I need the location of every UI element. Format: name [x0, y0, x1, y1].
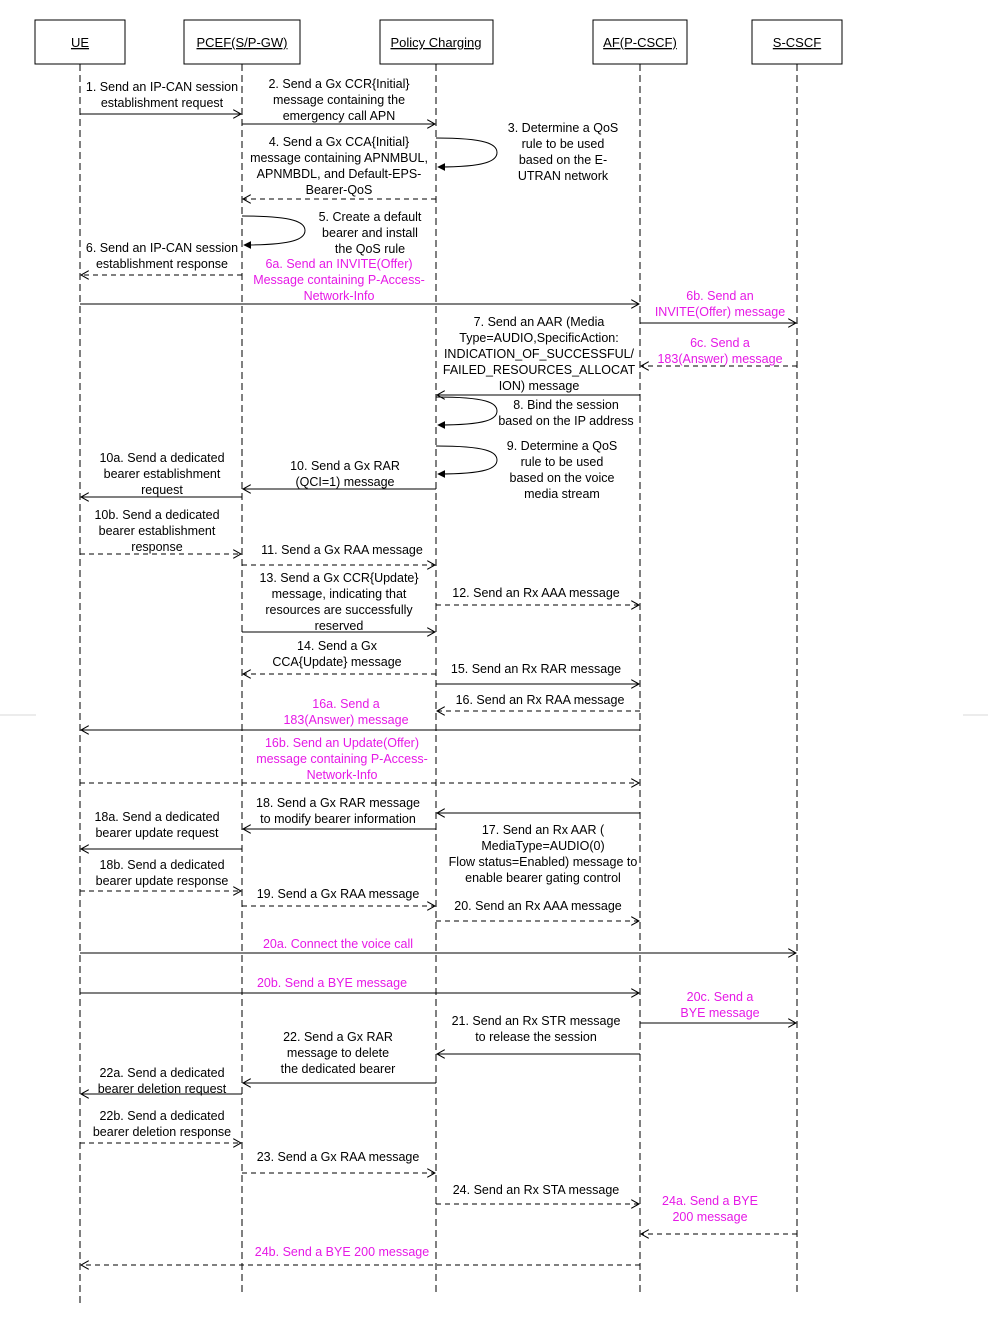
- actor-ue-label: UE: [70, 35, 90, 50]
- label-m18b: [96, 858, 229, 888]
- label-line: 8. Bind the session: [513, 398, 619, 412]
- label-line: 24. Send an Rx STA message: [452, 1183, 620, 1197]
- label-line: resources are successfully: [265, 603, 413, 617]
- label-line: 20b. Send a BYE message: [256, 976, 408, 990]
- label-m3: [508, 121, 618, 183]
- messages-layer: [80, 77, 797, 1265]
- label-line: ION) message: [498, 379, 580, 393]
- label-line: enable bearer gating control: [465, 871, 621, 885]
- label-m22b: [93, 1109, 231, 1139]
- message-m22: [243, 1030, 436, 1083]
- label-line: 18a. Send a dedicated: [94, 810, 220, 824]
- label-m11: [261, 543, 423, 557]
- label-m4: [250, 135, 428, 197]
- label-m8: [498, 398, 633, 428]
- label-line: based on the IP address: [498, 414, 634, 428]
- label-line: 16a. Send a: [312, 697, 380, 711]
- label-line: 3. Determine a QoS: [507, 121, 619, 135]
- message-m7: [437, 315, 640, 395]
- label-line: 2. Send a Gx CCR{Initial}: [268, 77, 410, 91]
- message-m20: [436, 899, 639, 921]
- label-line: 6b. Send an: [686, 289, 754, 303]
- message-m1: [80, 80, 241, 114]
- label-line: 22b. Send a dedicated: [99, 1109, 225, 1123]
- actor-pcef-label: PCEF(S/P-GW): [196, 35, 288, 50]
- label-line: to modify bearer information: [260, 812, 416, 826]
- message-m16: [437, 693, 640, 711]
- label-line: 20. Send an Rx AAA message: [454, 899, 622, 913]
- label-m20a: [263, 937, 413, 951]
- self-arrow-m9: [436, 446, 497, 474]
- message-m6: [81, 241, 242, 275]
- actor-policy-charging: [380, 20, 493, 64]
- message-m11: [242, 543, 435, 565]
- label-line: to release the session: [475, 1030, 597, 1044]
- label-m20: [454, 899, 622, 913]
- label-m13: [259, 571, 418, 633]
- label-line: 19. Send a Gx RAA message: [256, 887, 420, 901]
- label-m22a: [98, 1066, 227, 1096]
- label-m19: [257, 887, 420, 901]
- message-m3: [436, 121, 618, 183]
- label-line: 183(Answer) message: [657, 352, 783, 366]
- message-m23: [242, 1150, 435, 1173]
- label-m5: [319, 210, 422, 256]
- label-line: message containing P-Access-: [256, 752, 428, 766]
- label-line: Message containing P-Access-: [253, 273, 425, 287]
- label-line: 24a. Send a BYE: [662, 1194, 758, 1208]
- label-line: 10. Send a Gx RAR: [290, 459, 400, 473]
- label-line: based on the E-: [518, 153, 608, 167]
- message-m22a: [81, 1066, 242, 1096]
- message-m21: [437, 1014, 640, 1054]
- label-line: bearer update request: [95, 826, 219, 840]
- label-line: 18b. Send a dedicated: [99, 858, 225, 872]
- message-m24b: [81, 1245, 640, 1265]
- label-line: Network-Info: [306, 768, 378, 782]
- label-m10a: [99, 451, 224, 497]
- message-m12: [436, 586, 639, 605]
- label-line: rule to be used: [520, 455, 604, 469]
- label-m16b: [256, 736, 428, 782]
- label-line: Flow status=Enabled) message to: [448, 855, 638, 869]
- message-m17: [437, 813, 640, 885]
- label-line: UTRAN network: [517, 169, 609, 183]
- label-line: 10b. Send a dedicated: [94, 508, 220, 522]
- label-line: message containing the: [272, 93, 406, 107]
- label-line: bearer establishment: [98, 524, 216, 538]
- label-line: request: [141, 483, 183, 497]
- message-m16b: [80, 736, 639, 783]
- label-line: 5. Create a default: [318, 210, 422, 224]
- label-m24b: [255, 1245, 429, 1259]
- actor-af: [593, 20, 687, 64]
- actor-s-cscf-label: S-CSCF: [772, 35, 822, 50]
- label-line: 4. Send a Gx CCA{Initial}: [268, 135, 410, 149]
- label-m6a: [253, 257, 425, 303]
- label-line: 18. Send a Gx RAR message: [256, 796, 420, 810]
- message-m4: [243, 135, 436, 199]
- label-line: 14. Send a Gx: [297, 639, 377, 653]
- message-m8: [436, 397, 634, 428]
- label-line: message containing APNMBUL,: [250, 151, 428, 165]
- label-m15: [451, 662, 621, 676]
- label-m10b: [94, 508, 219, 554]
- message-m20b: [80, 976, 639, 993]
- label-line: bearer and install: [322, 226, 418, 240]
- label-line: 11. Send a Gx RAA message: [261, 543, 423, 557]
- label-line: 22. Send a Gx RAR: [283, 1030, 393, 1044]
- message-m15: [436, 662, 639, 684]
- label-line: 6. Send an IP-CAN session: [85, 241, 239, 255]
- label-line: Type=AUDIO,SpecificAction:: [459, 331, 619, 345]
- label-m12: [452, 586, 620, 600]
- label-line: bearer establishment: [103, 467, 221, 481]
- label-line: 24b. Send a BYE 200 message: [254, 1245, 430, 1259]
- label-line: INVITE(Offer) message: [654, 305, 786, 319]
- actor-ue: [35, 20, 125, 64]
- message-m18: [243, 796, 436, 829]
- label-m22: [281, 1030, 396, 1076]
- message-m18a: [81, 810, 242, 849]
- self-arrow-m8: [436, 397, 497, 425]
- label-line: response: [131, 540, 183, 554]
- label-line: APNMBDL, and Default-EPS-: [256, 167, 422, 181]
- label-line: 16. Send an Rx RAA message: [455, 693, 625, 707]
- message-m14: [243, 639, 436, 674]
- label-line: message, indicating that: [271, 587, 407, 601]
- label-line: bearer update response: [95, 874, 229, 888]
- label-m6: [86, 241, 238, 271]
- label-line: the QoS rule: [334, 242, 406, 256]
- label-m16: [456, 693, 625, 707]
- label-line: establishment request: [100, 96, 224, 110]
- label-m23: [257, 1150, 420, 1164]
- label-m20c: [680, 990, 759, 1020]
- label-line: 7. Send an AAR (Media: [473, 315, 605, 329]
- label-line: based on the voice: [509, 471, 615, 485]
- label-line: 20a. Connect the voice call: [262, 937, 414, 951]
- label-line: 9. Determine a QoS: [506, 439, 618, 453]
- label-line: the dedicated bearer: [280, 1062, 396, 1076]
- label-m6c: [657, 336, 782, 366]
- label-line: 13. Send a Gx CCR{Update}: [259, 571, 419, 585]
- label-line: Network-Info: [303, 289, 375, 303]
- label-m21: [452, 1014, 621, 1044]
- label-line: 17. Send an Rx AAR (: [481, 823, 605, 837]
- label-line: INDICATION_OF_SUCCESSFUL/: [443, 347, 635, 361]
- label-m17: [449, 823, 638, 885]
- label-m20b: [257, 976, 407, 990]
- message-m20a: [80, 937, 796, 953]
- label-line: rule to be used: [521, 137, 605, 151]
- actor-s-cscf: [752, 20, 842, 64]
- label-m10: [290, 459, 400, 489]
- label-m1: [86, 80, 238, 110]
- label-line: CCA{Update} message: [272, 655, 402, 669]
- label-line: 200 message: [672, 1210, 748, 1224]
- label-line: Bearer-QoS: [305, 183, 373, 197]
- label-line: 21. Send an Rx STR message: [451, 1014, 621, 1028]
- message-m10b: [80, 508, 241, 554]
- label-line: 10a. Send a dedicated: [99, 451, 225, 465]
- message-m13: [242, 571, 435, 633]
- label-line: MediaType=AUDIO(0): [481, 839, 605, 853]
- label-m9: [507, 439, 617, 501]
- message-m6b: [640, 289, 796, 323]
- actor-af-label: AF(P-CSCF): [603, 35, 677, 50]
- label-line: FAILED_RESOURCES_ALLOCAT: [442, 363, 636, 377]
- label-m7: [443, 315, 636, 393]
- message-m19: [242, 887, 435, 906]
- message-m20c: [640, 990, 796, 1023]
- label-line: 6a. Send an INVITE(Offer): [265, 257, 413, 271]
- message-m2: [242, 77, 435, 124]
- label-m6b: [655, 289, 785, 319]
- message-m10a: [81, 451, 242, 497]
- message-m5: [242, 210, 422, 256]
- message-m18b: [80, 858, 241, 891]
- label-line: 23. Send a Gx RAA message: [256, 1150, 420, 1164]
- label-m14: [272, 639, 401, 669]
- label-line: BYE message: [680, 1006, 760, 1020]
- label-line: 12. Send an Rx AAA message: [452, 586, 620, 600]
- label-line: 1. Send an IP-CAN session: [85, 80, 239, 94]
- label-m18a: [94, 810, 219, 840]
- label-line: bearer deletion response: [92, 1125, 232, 1139]
- label-line: 183(Answer) message: [283, 713, 409, 727]
- message-m6c: [641, 336, 797, 366]
- self-arrow-m5: [242, 216, 305, 245]
- message-m24a: [641, 1194, 797, 1234]
- label-m16a: [283, 697, 408, 727]
- label-line: 15. Send an Rx RAR message: [450, 662, 622, 676]
- label-m24: [453, 1183, 620, 1197]
- message-m24: [436, 1183, 639, 1204]
- actor-policy-charging-label: Policy Charging: [390, 35, 482, 50]
- label-line: bearer deletion request: [97, 1082, 227, 1096]
- message-m10: [243, 459, 436, 489]
- label-m18: [256, 796, 420, 826]
- label-line: 6c. Send a: [690, 336, 750, 350]
- message-m22b: [80, 1109, 241, 1143]
- label-m24a: [662, 1194, 758, 1224]
- label-line: (QCI=1) message: [295, 475, 395, 489]
- label-line: media stream: [524, 487, 600, 501]
- label-line: message to delete: [286, 1046, 390, 1060]
- label-line: 22a. Send a dedicated: [99, 1066, 225, 1080]
- label-line: reserved: [314, 619, 364, 633]
- actor-pcef: [184, 20, 300, 64]
- label-line: 20c. Send a: [686, 990, 754, 1004]
- label-line: 16b. Send an Update(Offer): [264, 736, 420, 750]
- message-m9: [436, 439, 617, 501]
- label-line: emergency call APN: [282, 109, 396, 123]
- label-m2: [268, 77, 409, 123]
- label-line: establishment response: [95, 257, 229, 271]
- self-arrow-m3: [436, 138, 497, 167]
